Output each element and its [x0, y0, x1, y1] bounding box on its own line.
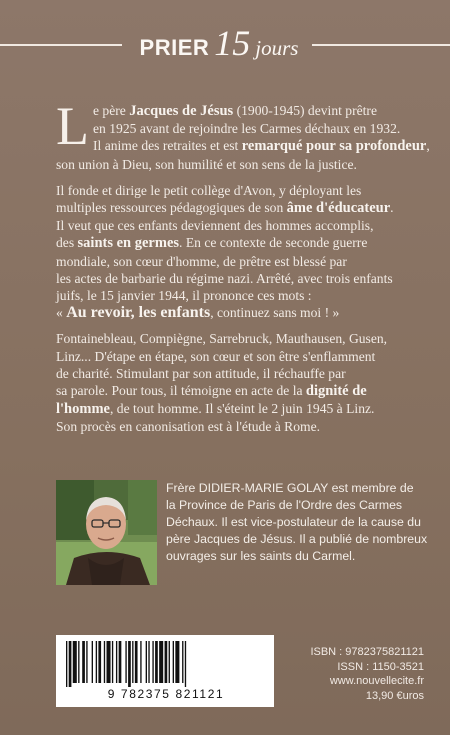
bio-line: Déchaux. Il est vice-postulateur de la cause du	[166, 515, 421, 530]
author-portrait-icon	[56, 480, 157, 585]
line: des saints en germes. En ce contexte de seconde guerre	[56, 235, 368, 252]
author-photo	[56, 480, 157, 585]
barcode-bar	[140, 641, 141, 683]
barcode-bar	[146, 641, 147, 683]
barcode-bar	[116, 641, 117, 683]
barcode-bar	[165, 641, 168, 683]
barcode-digits: 9 782375 821121	[107, 687, 225, 701]
barcode-bar	[173, 641, 174, 683]
series-unit: jours	[255, 36, 299, 60]
line: mondiale, son cœur d'homme, de prêtre est blessé par	[56, 253, 347, 269]
isbn-text: ISBN : 9782375821121	[310, 646, 424, 658]
bio-line: ouvrages sur les saints du Carmel.	[166, 549, 356, 564]
barcode-bar	[132, 641, 133, 683]
barcode-bar	[128, 641, 131, 687]
barcode-bar	[119, 641, 122, 683]
barcode-bar	[66, 641, 67, 687]
barcode-bar	[175, 641, 179, 683]
line: de charité. Stimulant par son attitude, il réchauffe par	[56, 365, 346, 381]
barcode	[56, 635, 274, 707]
barcode-bar	[104, 641, 105, 683]
line: juifs, le 15 janvier 1944, il prononce ces mots :	[56, 288, 312, 304]
bio-line: Frère DIDIER-MARIE GOLAY est membre de	[166, 481, 414, 495]
line: Linz... D'étape en étape, son cœur et son être s'enflamment	[56, 348, 376, 364]
barcode-bar	[135, 641, 138, 683]
barcode-bar	[78, 641, 79, 683]
line: Il anime des retraites et est remarqué pour sa profondeur,	[93, 138, 430, 155]
barcode-bar	[82, 641, 85, 683]
barcode-bar	[112, 641, 113, 683]
barcode-bar	[125, 641, 126, 683]
paragraph-3	[56, 330, 398, 435]
line: en 1925 avant de rejoindre les Carmes déchaux en 1932.	[93, 121, 401, 137]
line: Son procès en canonisation est à l'étude à Rome.	[56, 419, 321, 435]
barcode-bar	[159, 641, 163, 683]
line: e père Jacques de Jésus (1900-1945) devint prêtre	[93, 103, 377, 119]
series-number: 15	[214, 23, 251, 63]
bio-line: père Jacques de Jésus. Il a publié de nombreux	[166, 532, 428, 547]
line: Fontainebleau, Compiègne, Sarrebruck, Mauthausen, Gusen,	[56, 331, 388, 347]
drop-cap: L	[56, 96, 89, 156]
header-rule-right	[312, 44, 450, 46]
barcode-bar	[169, 641, 170, 683]
price-text: 13,90 €uros	[365, 689, 424, 702]
paragraph-2	[56, 182, 398, 322]
author-bio	[166, 480, 428, 565]
barcode-bar	[107, 641, 111, 683]
barcode-bar	[185, 641, 186, 687]
line: sa parole. Pour tous, il témoigne en acte de la dignité de	[56, 383, 367, 400]
barcode-bar	[96, 641, 97, 683]
blurb	[56, 96, 430, 445]
bio-line: la Province de Paris de l'Ordre des Carmes	[166, 498, 403, 513]
barcode-bar	[86, 641, 87, 683]
line: multiples ressources pédagogiques de son âme d'éducateur.	[56, 200, 394, 217]
website-link[interactable]: www.nouvellecite.fr	[329, 675, 424, 688]
line: « Au revoir, les enfants, continuez sans moi ! »	[56, 304, 340, 322]
line: son union à Dieu, son humilité et son sens de la justice.	[56, 156, 357, 172]
barcode-bar	[152, 641, 153, 683]
barcode-bar	[92, 641, 93, 683]
barcode-bar	[148, 641, 149, 683]
barcode-icon	[64, 641, 266, 687]
barcode-bar	[69, 641, 72, 687]
barcode-bar	[155, 641, 158, 683]
line: Il fonde et dirige le petit collège d'Avon, y déployant les	[56, 182, 362, 198]
barcode-bar	[182, 641, 183, 683]
line: les actes de barbarie du régime nazi. Arrêté, avec trois enfants	[56, 270, 393, 286]
series-title	[124, 23, 314, 63]
barcode-bar	[73, 641, 77, 683]
header-rule-left	[0, 44, 122, 46]
issn-text: ISSN : 1150-3521	[337, 660, 424, 673]
line: l'homme, de tout homme. Il s'éteint le 2 juin 1945 à Linz.	[56, 401, 375, 418]
publication-info	[296, 645, 424, 703]
series-word: PRIER	[139, 35, 210, 60]
paragraph-1	[56, 96, 430, 173]
line: Il veut que ces enfants deviennent des hommes accomplis,	[56, 218, 374, 234]
barcode-bar	[98, 641, 101, 683]
